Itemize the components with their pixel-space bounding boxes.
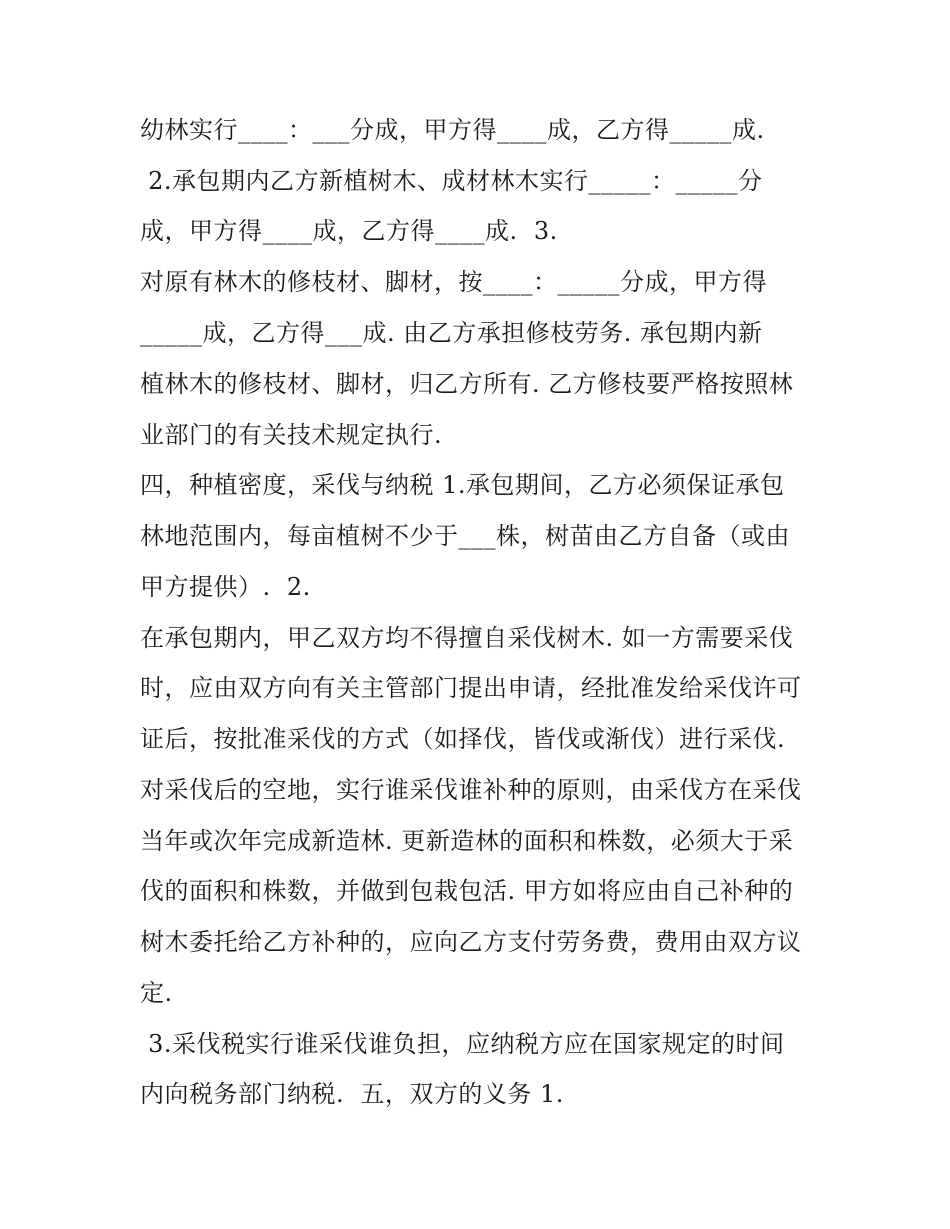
text-line: 幼林实行____：___分成，甲方得____成，乙方得_____成.	[140, 116, 765, 144]
text-line: 林地范围内，每亩植树不少于___株，树苗由乙方自备（或由	[140, 522, 790, 550]
text-line: 成，甲方得____成，乙方得____成. 3.	[140, 217, 558, 245]
text-line: 四，种植密度，采伐与纳税 1.承包期间，乙方必须保证承包	[140, 471, 785, 499]
text-line: 证后，按批准采伐的方式（如择伐，皆伐或渐伐）进行采伐.	[140, 725, 786, 753]
text-line: 3.采伐税实行谁采伐谁负担，应纳税方应在国家规定的时间	[140, 1030, 785, 1058]
text-line: 在承包期内，甲乙双方均不得擅自采伐树木. 如一方需要采伐	[140, 624, 794, 652]
text-line: 当年或次年完成新造林. 更新造林的面积和株数，必须大于采	[140, 827, 794, 855]
text-line: 内向税务部门纳税. 五，双方的义务 1.	[140, 1080, 564, 1108]
text-line: 2.承包期内乙方新植树木、成材林木实行_____：_____分	[140, 167, 763, 195]
text-line: 业部门的有关技术规定执行.	[140, 421, 443, 449]
text-line: 树木委托给乙方补种的，应向乙方支付劳务费，费用由双方议	[140, 928, 802, 956]
text-line: 对原有林木的修枝材、脚材，按____：_____分成，甲方得	[140, 268, 767, 296]
text-line: 甲方提供）. 2.	[140, 573, 311, 601]
text-line: _____成，乙方得___成. 由乙方承担修枝劳务. 承包期内新	[140, 319, 763, 347]
text-line: 定.	[140, 979, 173, 1007]
text-line: 伐的面积和株数，并做到包栽包活. 甲方如将应由自己补种的	[140, 877, 794, 905]
text-line: 对采伐后的空地，实行谁采伐谁补种的原则，由采伐方在采伐	[140, 776, 802, 804]
text-line: 时，应由双方向有关主管部门提出申请，经批准发给采伐许可	[140, 674, 802, 702]
text-line: 植林木的修枝材、脚材，归乙方所有. 乙方修枝要严格按照林	[140, 370, 794, 398]
